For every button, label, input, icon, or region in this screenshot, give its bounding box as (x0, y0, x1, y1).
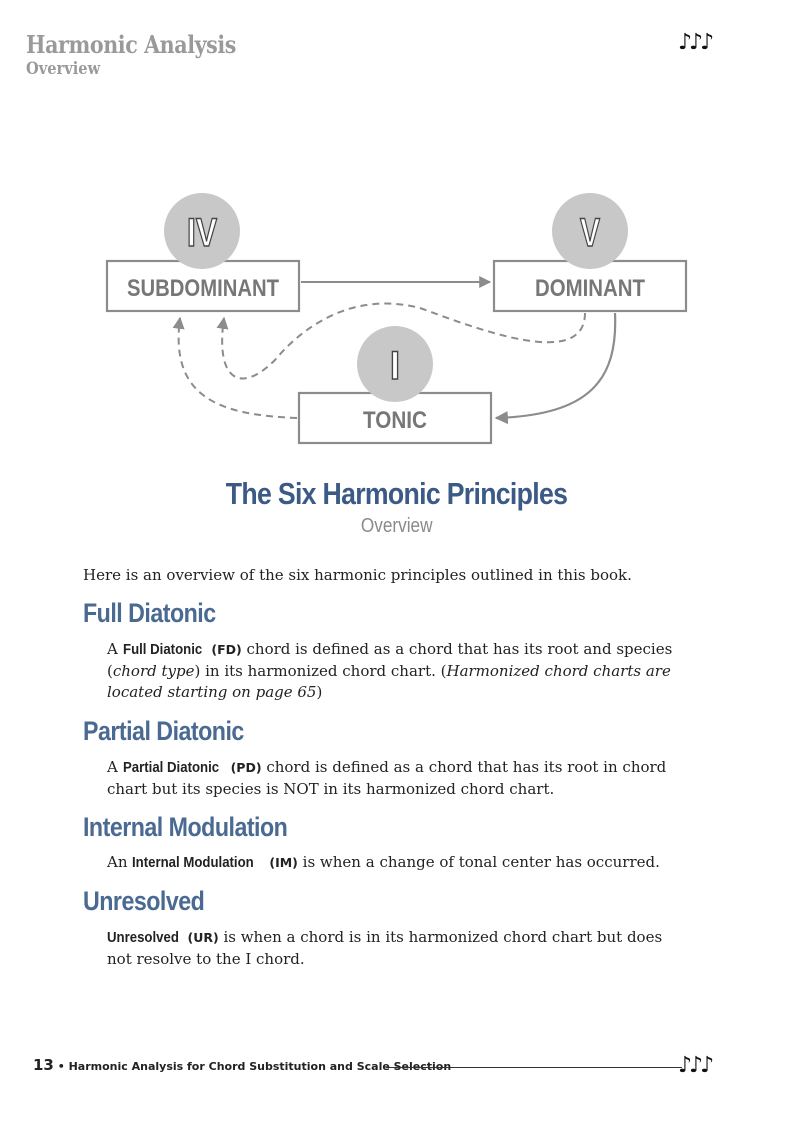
arrow-tonic-to-subdominant-dashed (179, 318, 297, 418)
section-text-full-diatonic: A Full Diatonic (FD) chord is defined as a chord that has its root and species (chord type) in its harmonized chord chart. (Harmonized chord charts are located starting on page 65) (107, 640, 673, 701)
footer-rule (386, 1067, 682, 1068)
section-heading-full-diatonic: Full Diatonic (83, 598, 216, 628)
section-heading-partial-diatonic: Partial Diatonic (83, 716, 244, 746)
numeral-v: V (580, 211, 601, 255)
section-heading-unresolved: Unresolved (83, 886, 205, 916)
numeral-iv: IV (187, 211, 218, 255)
page-title: The Six Harmonic Principles (226, 476, 568, 511)
tonic-label: TONIC (363, 407, 427, 434)
running-header-subtitle: Overview (26, 59, 101, 79)
arrow-dominant-to-tonic (496, 313, 615, 418)
subdominant-label: SUBDOMINANT (127, 275, 280, 302)
numeral-i: I (390, 344, 400, 388)
dominant-label: DOMINANT (535, 275, 646, 302)
intro-paragraph: Here is an overview of the six harmonic principles outlined in this book. (83, 566, 632, 584)
section-text-internal-modulation: An Internal Modulation (IM) is when a change of tonal center has occurred. (107, 853, 660, 871)
section-text-unresolved: Unresolved (UR) is when a chord is in its harmonized chord chart but does not resolve to the I chord. (107, 928, 663, 968)
page-subtitle: Overview (361, 515, 433, 537)
page-footer (33, 1056, 451, 1074)
music-notes-icon: ♪♪♪ (678, 1053, 712, 1078)
harmonic-function-diagram (0, 180, 794, 460)
music-notes-icon: ♪♪♪ (678, 30, 712, 55)
running-header-title: Harmonic Analysis (26, 30, 236, 59)
footer-book-title: Harmonic Analysis for Chord Substitution and Scale Selection (68, 1060, 452, 1073)
footer-separator: • (57, 1060, 65, 1073)
section-heading-internal-modulation: Internal Modulation (83, 812, 288, 842)
section-text-partial-diatonic: A Partial Diatonic (PD) chord is defined as a chord that has its root in chord chart but its species is NOT in its harmonized chord chart. (107, 758, 667, 798)
page-number: 13 (33, 1056, 54, 1074)
